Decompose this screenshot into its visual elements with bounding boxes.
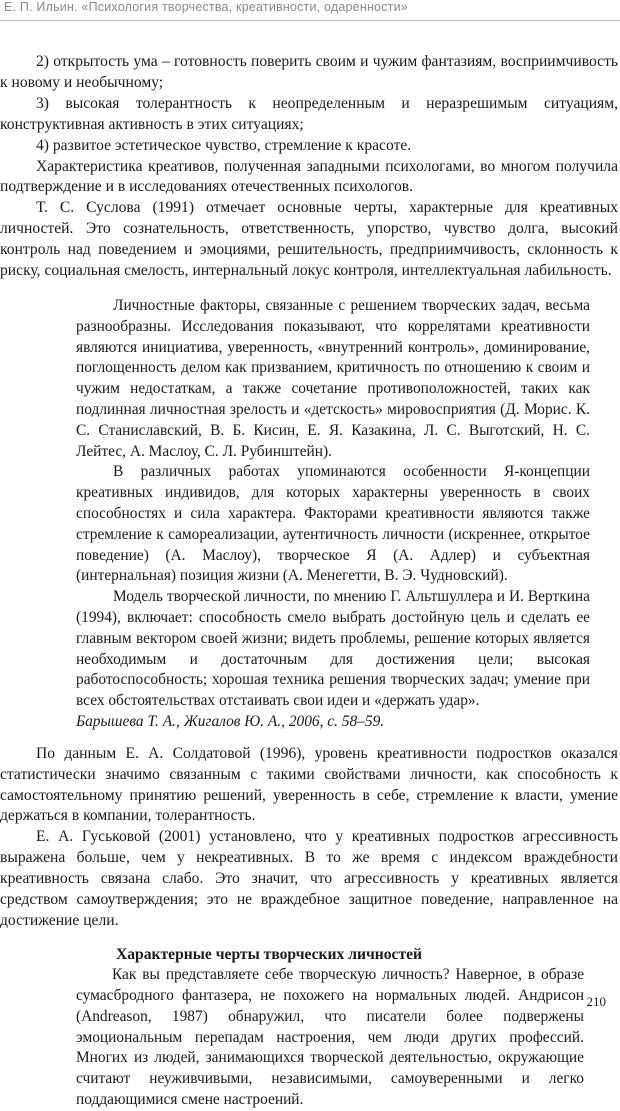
page-number: 210	[586, 994, 606, 1009]
paragraph: 3) высокая толерантность к неопределенным и неразрешимым ситуациям, конструктивная активность в этих ситуациях;	[0, 94, 618, 133]
sidebar-box	[76, 965, 584, 1111]
quote-paragraph: Личностные факторы, связанные с решением творческих задач, весьма разнообразны. Исследования показывают, что коррелятами креативности являются инициатива, уверенность, «внутренний контроль», доминирование, поглощенность делом как призванием, критичность по отношению к своим и чужим недостаткам, а также сочетание противоположностей, таких как подлинная личностная зрелость и «детскость» мировосприятия (Д. Морис. К. С. Станиславский, В. Б. Кисин, Е. Я. Казакина, Л. С. Выготский, Н. С. Лейтес, А. Маслоу, С. Л. Рубинштейн).	[76, 296, 590, 460]
paragraph: 2) открытость ума – готовность поверить своим и чужим фантазиям, восприимчивость к новому и необычному;	[0, 53, 618, 91]
paragraph: Характеристика креативов, полученная западными психологами, во многом получила подтверждение и в исследованиях отечественных психологов.	[0, 157, 618, 196]
paragraph: Т. С. Суслова (1991) отмечает основные черты, характерные для креативных личностей. Это сознательность, ответственность, упорство, чувство долга, высокий контроль над поведением и эмоциями, решительность, предприимчивость, склонность к риску, социальная смелость, интернальный локус контроля, интеллектуальная лабильность.	[0, 199, 618, 280]
paragraph: По данным Е. А. Солдатовой (1996), уровень креативности подростков оказался статистически значимо связанным с такими свойствами личности, как способность к самостоятельному принятию решений, уверенность в себе, стремление к власти, умение держаться в компании, толерантность.	[0, 744, 618, 825]
quote-paragraph: В различных работах упоминаются особенности Я-концепции креативных индивидов, для которых характерны уверенность в своих способностях и сила характера. Факторами креативности являются также стремление к самореализации, аутентичность личности (искреннее, открытое поведение) (А. Маслоу), творческое Я (А. Адлер) и субъектная (интернальная) позиция жизни (А. Менегетти, В. Э. Чудновский).	[76, 463, 590, 585]
quote-citation: Барышева Т. А., Жигалов Ю. А., 2006, с. 58–59.	[76, 712, 385, 730]
section-title: Характерные черты творческих личностей	[116, 945, 423, 963]
page-content	[0, 52, 618, 1111]
quote-paragraph: Модель творческой личности, по мнению Г. Альтшуллера и И. Верткина (1994), включает: способность смело выбрать достойную цель и сделать ее главным вектором своей жизни; видеть проблемы, решение которых является необходимым и достаточным для достижения цели; высокая работоспособность; хорошая техника решения творческих задач; умение при всех обстоятельствах отстаивать свои идеи и «держать удар».	[76, 588, 590, 710]
box-paragraph: Как вы представляете себе творческую личность? Наверное, в образе сумасбродного фантазера, не похожего на нормальных людей. Андрисон (Andreason, 1987) обнаружил, что писатели более подвержены эмоциональным перепадам настроения, чем люди других профессий. Многих из людей, занимающихся творческой деятельностью, окружающие считают неуживчивыми, независимыми, самоуверенными и легко поддающимися смене настроений.	[76, 965, 584, 1109]
paragraph: Е. А. Гуськовой (2001) установлено, что у креативных подростков агрессивность выражена больше, чем у некреативных. В то же время с индексом враждебности креативность связана слабо. Это значит, что агрессивность у креативных является средством самоутверждения; это не враждебное защитное поведение, направленное на достижение цели.	[0, 828, 618, 929]
running-header: Е. П. Ильин. «Психология творчества, креативности, одаренности»	[4, 0, 408, 14]
block-quote	[76, 296, 590, 733]
paragraph: 4) развитое эстетическое чувство, стремление к красоте.	[36, 136, 412, 154]
header-divider	[0, 20, 620, 21]
